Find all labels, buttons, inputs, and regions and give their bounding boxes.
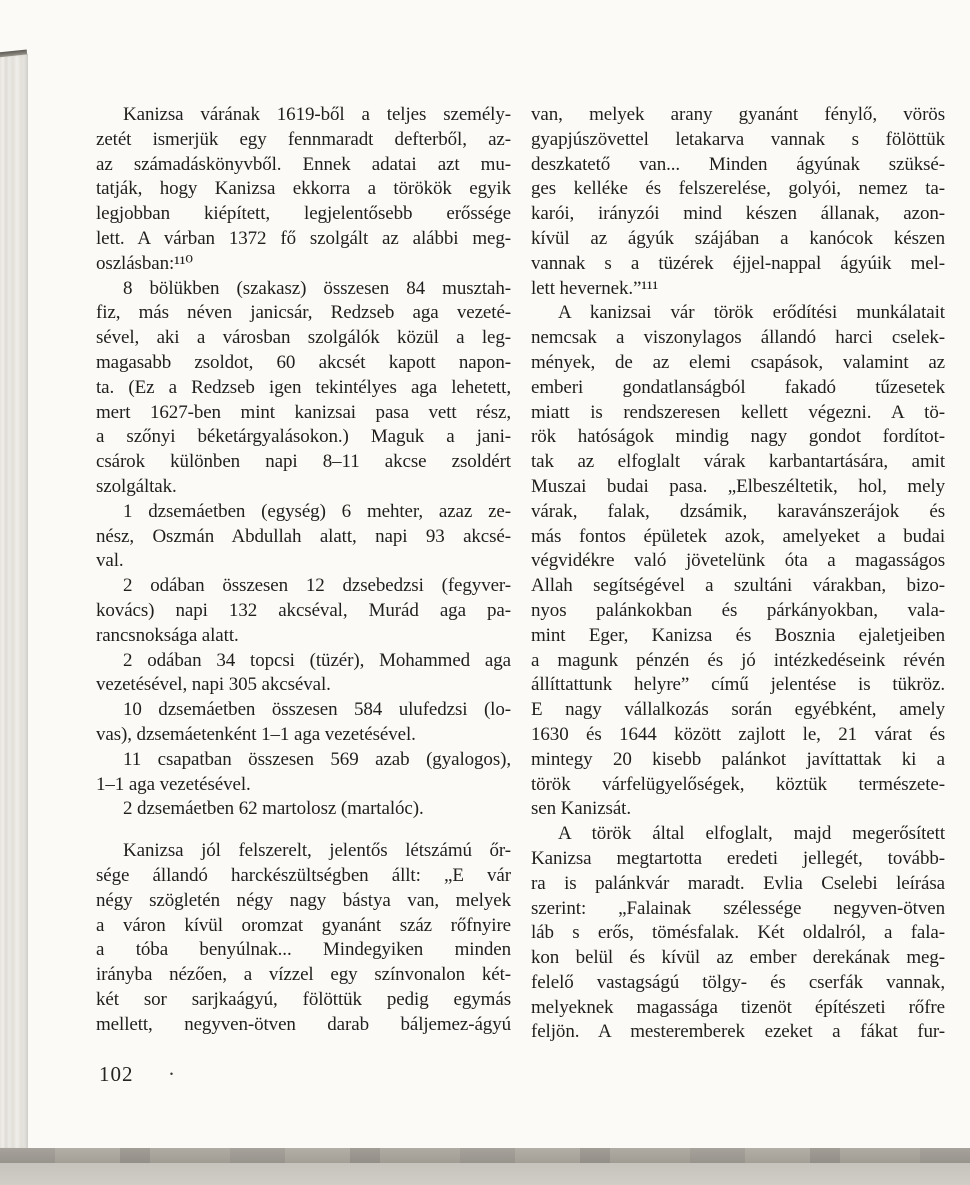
text-line: rök hatóságok mindig nagy gondot fordítot- xyxy=(531,426,945,448)
text-line: E nagy vállalkozás során egyébként, amely xyxy=(531,699,945,721)
text-line: melyeknek magassága tizenöt építészeti rőfre xyxy=(531,996,945,1018)
text-line: 10 dzsemáetben összesen 584 ulufedzsi (lo- xyxy=(123,699,511,721)
paragraph xyxy=(531,822,945,1045)
text-line: 2 odában 34 topcsi (tüzér), Mohammed aga xyxy=(123,649,511,671)
book-page-edges xyxy=(0,54,28,1150)
text-line: láb s erős, tömésfalak. Két oldalról, a fala- xyxy=(531,922,945,944)
text-line: szolgáltak. xyxy=(96,475,177,497)
text-line: kívül az ágyúk szájában a kanócok készen xyxy=(531,227,945,249)
text-line: tak az elfoglalt várak karbantartására, amit xyxy=(531,451,945,473)
text-line: mellett, negyven-ötven darab báljemez-ágyú xyxy=(96,1013,511,1035)
text-line: szerint: „Falainak szélessége negyven-ötven xyxy=(531,897,945,919)
text-line: 1 dzsemáetben (egység) 6 mehter, azaz ze- xyxy=(123,500,511,522)
text-line: a szőnyi béketárgyalásokon.) Maguk a jani- xyxy=(96,426,511,448)
text-line: felelő vastagságú tölgy- és cserfák vannak, xyxy=(531,971,945,993)
text-column-right xyxy=(531,103,945,1045)
text-line: vas), dzsemáetenként 1–1 aga vezetésével. xyxy=(96,723,416,745)
text-line: kovács) napi 132 akcséval, Murád aga pa- xyxy=(96,599,511,621)
text-line: tatják, hogy Kanizsa ekkorra a törökök egyik xyxy=(96,178,511,200)
paragraph xyxy=(96,797,511,822)
text-line: Muszai budai pasa. „Elbeszéltetik, hol, mely xyxy=(531,475,945,497)
text-line: a magunk pénzén és jó intézkedéseink révén xyxy=(531,649,945,671)
text-line: nyos palánkokban és párkányokban, vala- xyxy=(531,599,945,621)
text-line: feljön. A mesteremberek ezeket a fákat fur- xyxy=(531,1021,945,1043)
paragraph xyxy=(531,103,945,301)
paragraph xyxy=(96,839,511,1037)
text-line: Allah segítségével a szultáni várakban, bizo- xyxy=(531,575,945,597)
text-line: végvidékre való jövetelünk óta a magasságos xyxy=(531,550,945,572)
text-line: 11 csapatban összesen 569 azab (gyalogos), xyxy=(123,748,511,770)
text-line: A kanizsai vár török erődítési munkálatait xyxy=(558,302,945,324)
text-line: vezetésével, napi 305 akcséval. xyxy=(96,674,331,696)
text-line: 2 dzsemáetben 62 martolosz (martalóc). xyxy=(123,798,424,820)
text-line: nemcsak a viszonylagos állandó harci cselek- xyxy=(531,327,945,349)
footer-dot: · xyxy=(168,1062,175,1086)
text-line: mények, de az elemi csapások, valamint az xyxy=(531,351,945,373)
text-line: sen Kanizsát. xyxy=(531,798,631,820)
paragraph xyxy=(96,103,511,277)
table-surface xyxy=(0,1163,970,1185)
text-line: a tóba benyúlnak... Mindegyiken minden xyxy=(96,939,511,961)
text-line: 1–1 aga vezetésével. xyxy=(96,773,251,795)
text-line: mintegy 20 kisebb palánkot javíttattak ki a xyxy=(531,748,945,770)
text-line: mert 1627-ben mint kanizsai pasa vett rész, xyxy=(96,401,511,423)
paragraph xyxy=(96,649,511,699)
text-line: ta. (Ez a Redzseb igen tekintélyes aga lehetett, xyxy=(96,376,511,398)
text-line: a váron kívül oromzat gyanánt száz rőfnyire xyxy=(96,914,511,936)
text-line: fiz, más néven janicsár, Redzseb aga vezeté- xyxy=(96,302,511,324)
paragraph xyxy=(96,277,511,500)
text-line: emberi gondatlanságból fakadó tűzesetek xyxy=(531,376,945,398)
text-line: karói, irányzói mind készen állanak, azon- xyxy=(531,203,945,225)
text-column-left xyxy=(96,103,511,1037)
text-line: gyapjúszövettel letakarva vannak s fölöttük xyxy=(531,128,945,150)
text-line: nész, Oszmán Abdullah alatt, napi 93 akcsé- xyxy=(96,525,511,547)
text-line: van, melyek arany gyanánt fénylő, vörös xyxy=(531,104,945,125)
paragraph xyxy=(96,500,511,574)
text-line: miatt is rendszeresen kellett végezni. A tö- xyxy=(531,401,945,423)
text-line: ra is palánkvár maradt. Evlia Cselebi leírása xyxy=(531,872,945,894)
text-line: Kanizsa várának 1619-ből a teljes személy- xyxy=(123,104,511,125)
paragraph xyxy=(531,301,945,822)
text-line: irányba nézően, a vízzel egy színvonalon két- xyxy=(96,964,511,986)
paragraph xyxy=(96,574,511,648)
text-line: lett. A várban 1372 fő szolgált az alábbi meg- xyxy=(96,227,511,249)
text-line: magasabb zsoldot, 60 akcsét kapott napon- xyxy=(96,351,511,373)
text-line: Kanizsa jól felszerelt, jelentős létszámú őr- xyxy=(123,840,511,862)
text-line: lett hevernek.”¹¹¹ xyxy=(531,277,659,299)
paragraph xyxy=(96,698,511,748)
text-line: két sor sarjkaágyú, fölöttük pedig egymás xyxy=(96,988,511,1010)
text-line: 2 odában összesen 12 dzsebedzsi (fegyver- xyxy=(123,575,511,597)
text-line: deszkatető van... Minden ágyúnak szüksé- xyxy=(531,153,945,175)
text-line: más fontos épületek azok, amelyeket a budai xyxy=(531,525,945,547)
text-line: ges kelléke és felszerelése, golyói, nemez ta- xyxy=(531,178,945,200)
text-line: négy szögletén négy nagy bástya van, melyek xyxy=(96,889,511,911)
text-line: val. xyxy=(96,550,124,572)
text-line: sével, aki a városban szolgálók közül a leg- xyxy=(96,327,511,349)
text-line: kon belül és kívül az ember derekának meg- xyxy=(531,947,945,969)
text-line: mint Eger, Kanizsa és Bosznia ejaletjeiben xyxy=(531,624,945,646)
text-line: vannak s a tüzérek éjjel-nappal ágyúik mel- xyxy=(531,252,945,274)
text-line: állíttattunk helyre” című jelentése is tükröz. xyxy=(531,674,945,696)
text-line: 1630 és 1644 között zajlott le, 21 várat és xyxy=(531,723,945,745)
text-line: csárok különben napi 8–11 akcse zsoldért xyxy=(96,451,511,473)
text-line: várak, falak, dzsámik, karavánszerájok és xyxy=(531,500,945,522)
page-number: 102 xyxy=(99,1062,134,1086)
text-line: török várfelügyelőségek, köztük természete- xyxy=(531,773,945,795)
text-line: legjobban kiépített, legjelentősebb erőssége xyxy=(96,203,511,225)
paragraph xyxy=(96,748,511,798)
text-line: rancsnoksága alatt. xyxy=(96,624,239,646)
text-line: az számadáskönyvből. Ennek adatai azt mu- xyxy=(96,153,511,175)
text-line: A török által elfoglalt, majd megerősített xyxy=(558,823,945,845)
book-bottom-edge xyxy=(0,1148,970,1163)
text-line: zetét ismerjük egy fennmaradt defterből, az- xyxy=(96,128,511,150)
text-line: 8 bölükben (szakasz) összesen 84 musztah- xyxy=(123,277,511,299)
text-line: sége állandó harckészültségben állt: „E vár xyxy=(96,864,511,886)
text-line: Kanizsa megtartotta eredeti jellegét, tovább- xyxy=(531,847,945,869)
text-line: oszlásban:¹¹⁰ xyxy=(96,252,193,274)
